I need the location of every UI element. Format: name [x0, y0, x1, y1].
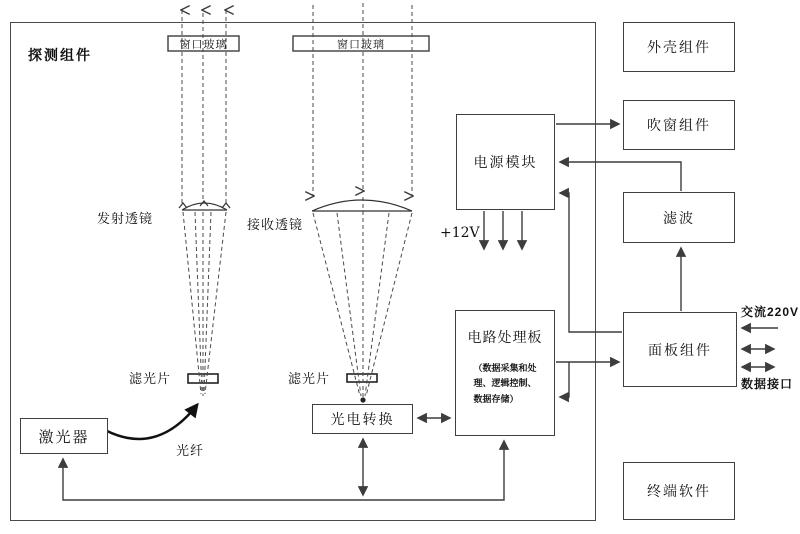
power-filter-box	[623, 192, 735, 243]
power-module-label: 电源模块	[473, 154, 538, 170]
data-interface-label: 数据接口	[741, 377, 794, 391]
window-glass-left-label: 窗口玻璃	[179, 38, 228, 51]
photoelectric-label: 光电转换	[330, 411, 395, 427]
focal-point-dot	[360, 397, 365, 402]
terminal-software-box	[623, 462, 735, 520]
circuit-board-note-line1: （数据采集和处	[473, 363, 537, 373]
ac-input-label: 交流220V	[741, 305, 800, 319]
transmit-lens-shape	[179, 201, 230, 210]
fiber-arrow	[107, 405, 197, 439]
circuit-board-note	[473, 361, 536, 407]
panel-to-power-line	[560, 193, 622, 332]
housing-label: 外壳组件	[647, 39, 711, 55]
filterunit-to-power-line	[560, 162, 681, 191]
filter-left-label: 滤光片	[129, 371, 172, 386]
circuit-board-label: 电路处理板	[467, 329, 543, 345]
terminal-software-label: 终端软件	[647, 483, 711, 499]
receive-lens-label: 接收透镜	[247, 217, 304, 232]
window-glass-right-label: 窗口玻璃	[337, 38, 385, 51]
panel-box	[623, 312, 737, 387]
laser-box	[20, 418, 108, 454]
panelline-to-circuit-line	[560, 362, 569, 397]
transmit-lens-label: 发射透镜	[97, 211, 154, 226]
control-bus-line	[63, 441, 504, 500]
housing-box	[623, 22, 735, 72]
filter-right-plate	[347, 374, 377, 382]
detection-assembly-label: 探测组件	[28, 47, 92, 63]
window-blower-box	[623, 100, 735, 150]
photoelectric-box	[312, 404, 413, 434]
circuit-board-note-line2: 理、逻辑控制、	[473, 378, 537, 389]
circuit-board-box	[455, 310, 555, 436]
fiber-label: 光纤	[176, 443, 205, 458]
panel-label: 面板组件	[648, 341, 712, 358]
power-filter-label: 滤波	[663, 209, 695, 226]
laser-label: 激光器	[38, 428, 90, 446]
power-output-label: +12V	[440, 225, 480, 241]
receive-lens-shape	[312, 200, 412, 211]
filter-right-label: 滤光片	[288, 371, 331, 386]
window-blower-label: 吹窗组件	[647, 117, 711, 133]
power-module-box	[456, 114, 555, 210]
circuit-board-note-line3: 数据存储）	[473, 393, 519, 404]
